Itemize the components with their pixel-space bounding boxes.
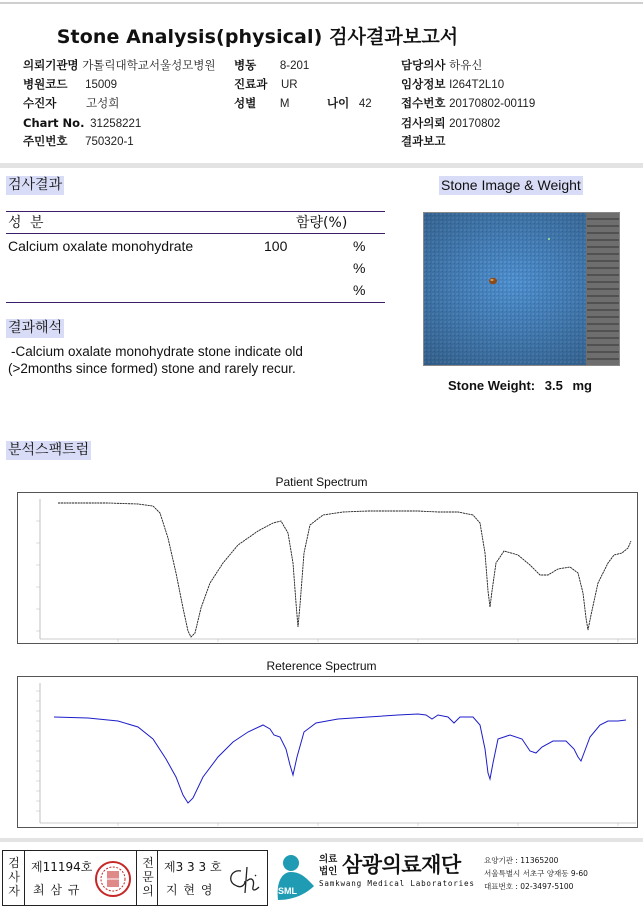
interpretation-line: -Calcium oxalate monohydrate stone indicate old <box>11 344 303 359</box>
stone-weight-unit: mg <box>572 378 592 393</box>
resident-no-field <box>23 134 134 149</box>
ruler-ticks <box>587 219 620 359</box>
result-report-field <box>401 134 445 148</box>
sml-logo <box>272 852 320 902</box>
result-amount: 100 <box>264 238 288 254</box>
chart-no-value: 31258221 <box>90 118 142 130</box>
results-section-title: 검사결과 <box>8 177 63 193</box>
chart-no-field <box>23 116 141 131</box>
age-field <box>327 96 372 111</box>
patient-spectrum-svg <box>18 493 638 644</box>
request-date-value: 20170802 <box>449 118 501 130</box>
recipient-label: 수진자 <box>23 96 57 110</box>
org-prefix-bottom: 법인 <box>319 866 338 877</box>
interpretation-line: (>2months since formed) stone and rarely recur. <box>8 361 296 376</box>
result-report-label: 결과보고 <box>401 134 446 148</box>
org-code: 요양기관 : 11365200 <box>484 856 559 865</box>
hospital-code-label: 병원코드 <box>23 77 68 91</box>
spectrum-section-title: 분석스팩트럼 <box>8 442 90 458</box>
sml-logo-abbr: SML <box>278 886 297 896</box>
chart-no-label: Chart No. <box>23 116 85 130</box>
reference-axis-ticks <box>36 691 618 826</box>
hospital-code-value: 15009 <box>85 79 118 91</box>
institution-value: 가톨릭대학교서울성모병원 <box>82 60 216 72</box>
doctor-value: 하유신 <box>449 60 483 72</box>
specialist-name: 지 현 영 <box>166 883 214 897</box>
examiner-seal <box>93 859 133 899</box>
top-rule <box>0 2 643 4</box>
result-unit: % <box>353 260 366 276</box>
doctor-field <box>401 58 482 73</box>
ward-value: 8-201 <box>279 60 310 72</box>
org-prefix <box>319 854 337 878</box>
ward-label: 병동 <box>234 58 257 72</box>
col-content-header: 함량(%) <box>296 215 348 231</box>
sex-field <box>234 96 289 111</box>
clinical-info-label: 임상정보 <box>401 77 446 91</box>
interpretation-text <box>8 343 303 377</box>
department-value: UR <box>280 79 298 91</box>
clinical-info-field <box>401 77 504 92</box>
org-prefix-top: 의료 <box>319 854 338 865</box>
header-divider <box>0 163 643 168</box>
examiner-license: 제11194호 <box>31 860 93 874</box>
stone-specimen <box>489 278 497 284</box>
result-unit: % <box>353 282 366 298</box>
org-contact <box>484 854 588 893</box>
col-component-header: 성 분 <box>8 215 46 231</box>
age-value: 42 <box>358 98 372 110</box>
sex-value: M <box>279 98 290 110</box>
examiner-vertical-cell <box>3 851 25 905</box>
patient-axis-ticks <box>36 521 618 642</box>
resident-no-value: 750320-1 <box>85 136 134 148</box>
request-date-label: 검사의뢰 <box>401 116 446 130</box>
receipt-no-value: 20170802-00119 <box>449 98 536 110</box>
report-title: Stone Analysis(physical) 검사결과보고서 <box>56 26 459 48</box>
institution-field <box>23 58 216 73</box>
examiner-vertical-label: 검 사 자 <box>8 856 20 898</box>
sex-label: 성별 <box>234 96 257 110</box>
patient-spectrum-chart <box>17 492 638 644</box>
result-component: Calcium oxalate monohydrate <box>8 238 194 254</box>
recipient-field <box>23 96 119 111</box>
doctor-label: 담당의사 <box>401 58 446 72</box>
examiner-name: 최 삼 규 <box>33 883 81 897</box>
specialist-vertical-cell <box>136 851 158 905</box>
receipt-no-field <box>401 96 535 111</box>
results-header-rule <box>6 233 385 234</box>
reference-spectrum-title: Reterence Spectrum <box>266 659 377 673</box>
age-label: 나이 <box>327 96 350 110</box>
department-label: 진료과 <box>234 77 268 91</box>
signature-box <box>2 850 268 906</box>
reference-spectrum-chart <box>17 676 638 828</box>
hospital-code-field <box>23 77 117 92</box>
patient-spectrum-line <box>58 503 631 637</box>
stone-weight-label: Stone Weight: <box>448 378 536 393</box>
org-name: 삼광의료재단 <box>342 853 461 877</box>
stone-photo <box>423 212 620 366</box>
stone-weight-value: 3.5 <box>544 378 563 393</box>
org-address: 서울특별시 서초구 양재동 9-60 <box>484 869 588 878</box>
reference-spectrum-svg <box>18 677 638 828</box>
stone-weight <box>448 378 592 393</box>
stone-photo-svg <box>424 213 620 366</box>
clinical-info-value: I264T2L10 <box>449 79 505 91</box>
result-unit: % <box>353 238 366 254</box>
recipient-value: 고성희 <box>85 98 120 110</box>
stone-section-title: Stone Image & Weight <box>441 177 581 193</box>
specialist-signature <box>225 863 265 899</box>
receipt-no-label: 접수번호 <box>401 96 446 110</box>
department-field <box>234 77 298 92</box>
institution-label: 의뢰기관명 <box>23 58 79 72</box>
reference-spectrum-line <box>54 714 626 803</box>
interpretation-section-title: 결과해석 <box>8 320 63 336</box>
resident-no-label: 주민번호 <box>23 134 68 148</box>
org-phone: 대표번호 : 02-3497-5100 <box>484 882 574 891</box>
sml-logo-icon <box>272 852 320 902</box>
specialist-license: 제3 3 3 호 <box>164 860 222 874</box>
specialist-vertical-label: 전 문 의 <box>142 856 154 898</box>
request-date-field <box>401 116 500 131</box>
results-bottom-rule <box>6 302 385 303</box>
footer-divider <box>0 838 643 842</box>
patient-spectrum-title: Patient Spectrum <box>275 475 368 489</box>
org-name-en: Samkwang Medical Laboratories <box>319 879 475 888</box>
report-footer <box>0 846 643 914</box>
ward-field <box>234 58 309 73</box>
